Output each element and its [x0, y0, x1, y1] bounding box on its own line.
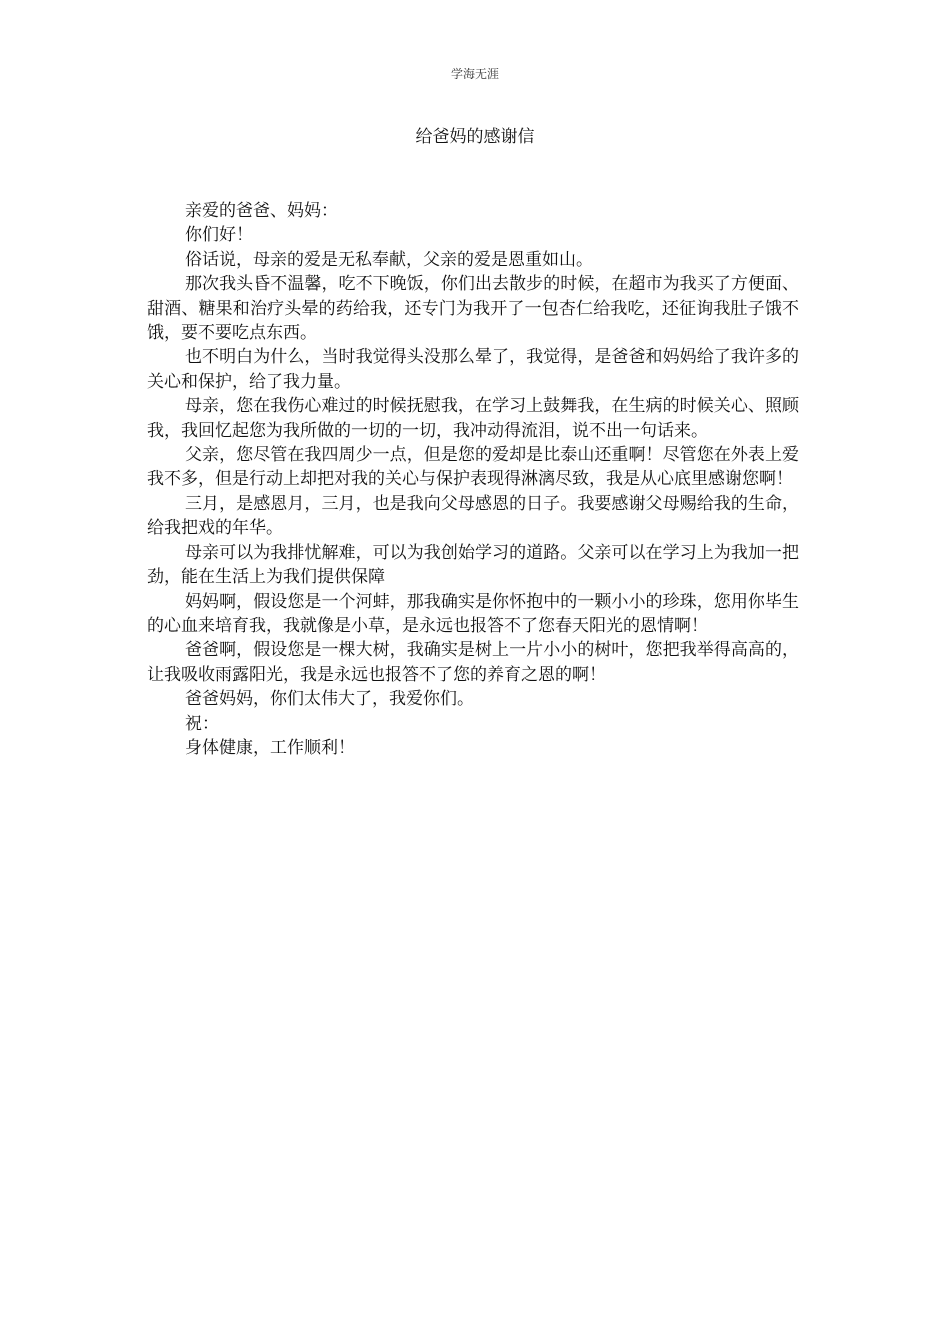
body-paragraph: 那次我头昏不温馨，吃不下晚饭，你们出去散步的时候，在超市为我买了方便面、甜酒、糖果和治疗头晕的药给我，还专门为我开了一包杏仁给我吃，还征询我肚子饿不饿，要不要吃点东西。 [147, 274, 799, 344]
body-paragraph: 爸爸妈妈，你们太伟大了，我爱你们。 [185, 689, 474, 710]
letter-body [147, 199, 799, 760]
salutation: 亲爱的爸爸、妈妈： [185, 201, 338, 221]
body-paragraph: 母亲可以为我排忧解难，可以为我创始学习的道路。父亲可以在学习上为我加一把劲，能在生活上为我们提供保障 [147, 542, 799, 588]
body-paragraph: 也不明白为什么，当时我觉得头没那么晕了，我觉得，是爸爸和妈妈给了我许多的关心和保护，给了我力量。 [147, 347, 799, 392]
closing-wish: 祝： [185, 713, 219, 734]
body-paragraph: 母亲，您在我伤心难过的时候抚慰我，在学习上鼓舞我，在生病的时候关心、照顾我，我回忆起您为我所做的一切的一切，我冲动得流泪，说不出一句话来。 [147, 396, 799, 441]
closing-blessing: 身体健康，工作顺利！ [185, 737, 355, 758]
page-header: 学海无涯 [450, 67, 499, 81]
letter-title: 给爸妈的感谢信 [415, 127, 535, 147]
body-paragraph: 妈妈啊，假设您是一个河蚌，那我确实是你怀抱中的一颗小小的珍珠，您用你毕生的心血来培育我，我就像是小草，是永远也报答不了您春天阳光的恩情啊！ [147, 591, 799, 636]
body-paragraph: 俗话说，母亲的爱是无私奉献，父亲的爱是恩重如山。 [185, 249, 593, 270]
body-paragraph: 爸爸啊，假设您是一棵大树，我确实是树上一片小小的树叶，您把我举得高高的，让我吸收雨露阳光，我是永远也报答不了您的养育之恩的啊！ [147, 640, 799, 685]
body-paragraph: 三月，是感恩月，三月，也是我向父母感恩的日子。我要感谢父母赐给我的生命，给我把戏的年华。 [147, 493, 799, 539]
greeting: 你们好！ [185, 225, 253, 246]
body-paragraph: 父亲，您尽管在我四周少一点，但是您的爱却是比泰山还重啊！尽管您在外表上爱我不多，但是行动上却把对我的关心与保护表现得淋漓尽致，我是从心底里感谢您啊！ [147, 445, 799, 490]
